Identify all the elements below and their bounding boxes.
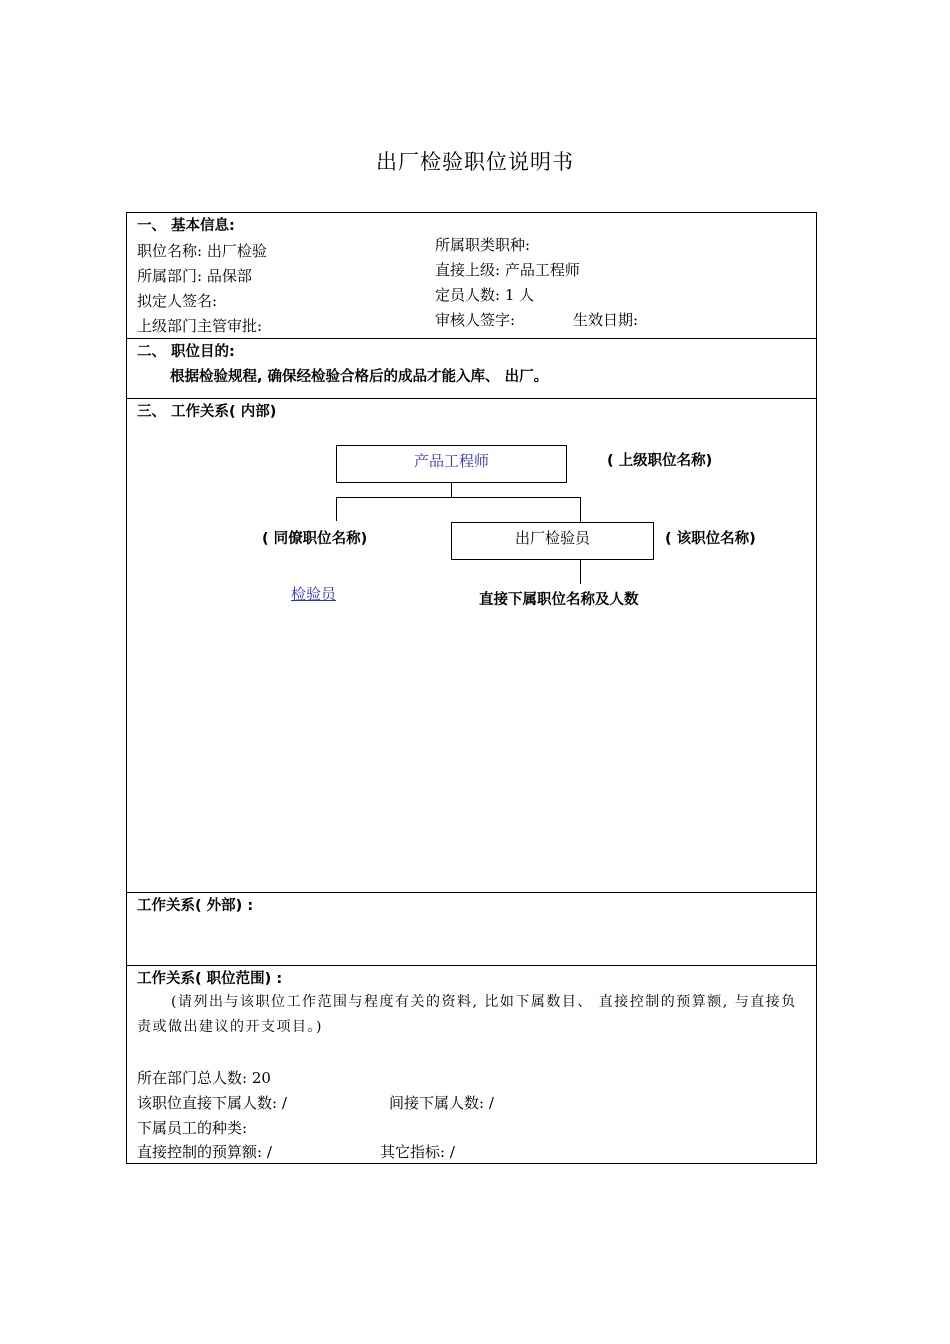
external-relations-heading: 工作关系( 外部) : xyxy=(137,898,254,914)
budget-field: 直接控制的预算额: / xyxy=(137,1143,272,1161)
job-title-field: 职位名称: 出厂检验 xyxy=(137,242,267,260)
this-position-note: ( 该职位名称) xyxy=(665,531,756,547)
subordinate-position-note: 直接下属职位名称及人数 xyxy=(479,592,639,608)
reviewer-signature-field: 审核人签字: xyxy=(435,311,516,329)
internal-relations-heading: 三、 工作关系( 内部) xyxy=(137,404,277,420)
basic-info-heading: 一、 基本信息: xyxy=(137,218,235,234)
dept-total-field: 所在部门总人数: 20 xyxy=(137,1069,271,1087)
headcount-field: 定员人数: 1 人 xyxy=(435,286,535,304)
divider xyxy=(127,398,816,399)
drafter-signature-field: 拟定人签名: xyxy=(137,292,218,310)
divider xyxy=(127,965,816,966)
job-description-table xyxy=(126,212,817,1164)
page-title: 出厂检验职位说明书 xyxy=(376,150,574,174)
scope-heading: 工作关系( 职位范围) : xyxy=(137,971,283,987)
org-connector xyxy=(580,497,581,522)
this-position-box: 出厂检验员 xyxy=(451,522,654,560)
divider xyxy=(127,892,816,893)
org-connector xyxy=(336,497,337,521)
peer-position-note: ( 同僚职位名称) xyxy=(262,531,368,547)
subordinate-types-field: 下属员工的种类: xyxy=(137,1119,248,1137)
org-connector xyxy=(451,483,452,497)
superior-position-note: ( 上级职位名称) xyxy=(607,453,713,469)
supervisor-approval-field: 上级部门主管审批: xyxy=(137,317,263,335)
org-connector xyxy=(336,497,581,498)
divider xyxy=(127,338,816,339)
superior-position-box: 产品工程师 xyxy=(336,445,567,483)
other-indicators-field: 其它指标: / xyxy=(380,1143,455,1161)
department-field: 所属部门: 品保部 xyxy=(137,267,252,285)
scope-instructions: (请列出与该职位工作范围与程度有关的资料, 比如下属数目、 直接控制的预算额, 与直接负责或做出建议的开支项目。) xyxy=(137,994,797,1035)
effective-date-field: 生效日期: xyxy=(573,311,639,329)
peer-position-link[interactable]: 检验员 xyxy=(291,585,337,603)
direct-superior-field: 直接上级: 产品工程师 xyxy=(435,261,580,279)
purpose-heading: 二、 职位目的: xyxy=(137,344,235,360)
indirect-subordinates-field: 间接下属人数: / xyxy=(389,1094,494,1112)
job-category-field: 所属职类职种: xyxy=(435,236,531,254)
purpose-text: 根据检验规程, 确保经检验合格后的成品才能入库、 出厂。 xyxy=(170,369,549,385)
direct-subordinates-field: 该职位直接下属人数: / xyxy=(137,1094,287,1112)
org-connector xyxy=(580,560,581,584)
